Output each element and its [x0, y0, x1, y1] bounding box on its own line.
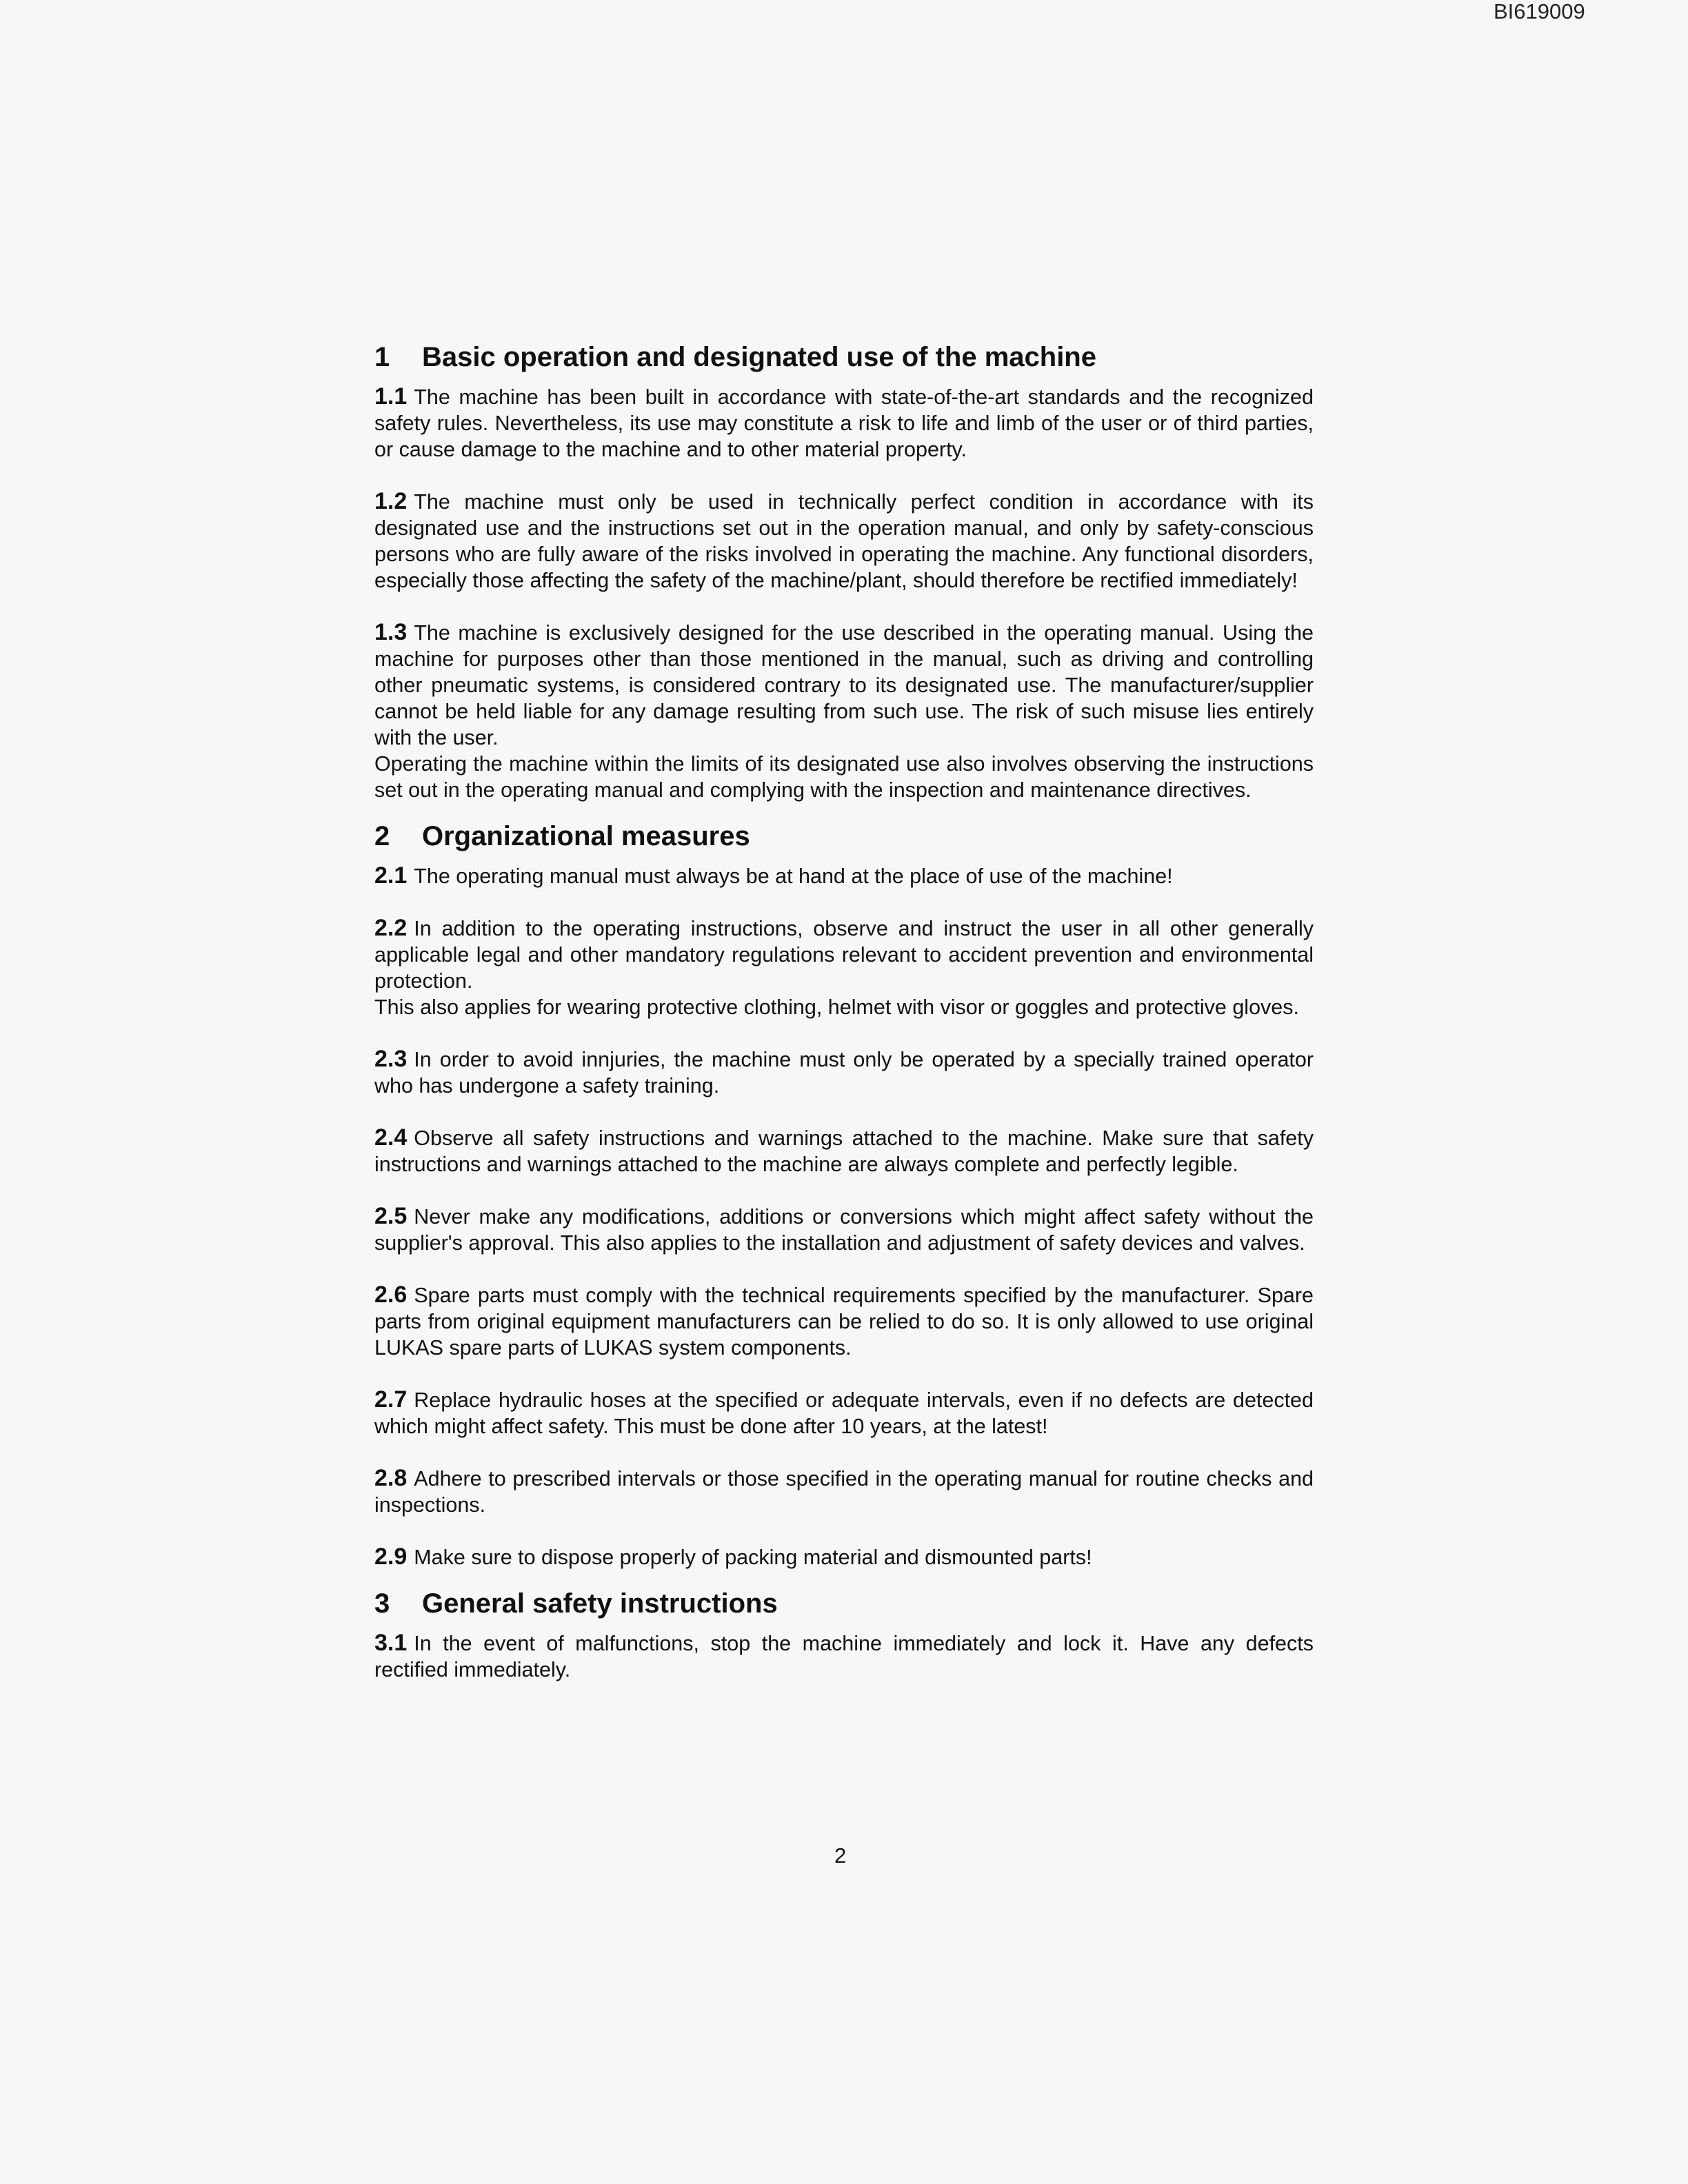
paragraph-number: 2.9: [374, 1544, 408, 1570]
paragraph-2-1: [374, 862, 1314, 889]
paragraph-number: 2.4: [374, 1124, 408, 1151]
document-body: [374, 336, 1314, 1708]
paragraph-2-2: [374, 915, 1314, 1020]
paragraph-2-4: [374, 1124, 1314, 1177]
paragraph-number: 1.2: [374, 488, 408, 514]
paragraph-text: The machine must only be used in technically perfect condition in accordance with its designated use and the instructions set out in the operation manual, and only by safety-conscious persons who are fully aware of the risks involved in operating the machine. Any functional disorders, especially those affecting the safety of the machine/plant, should therefore be rectified immediately!: [374, 490, 1314, 592]
section-title: Organizational measures: [422, 821, 750, 851]
paragraph-number: 2.1: [374, 862, 408, 889]
paragraph-continuation: This also applies for wearing protective clothing, helmet with visor or goggles and protective gloves.: [374, 995, 1299, 1019]
paragraph-1-2: [374, 488, 1314, 594]
paragraph-text: Adhere to prescribed intervals or those specified in the operating manual for routine checks and inspections.: [374, 1467, 1314, 1517]
paragraph-number: 1.3: [374, 619, 408, 645]
paragraph-3-1: [374, 1630, 1314, 1683]
paragraph-text: In the event of malfunctions, stop the machine immediately and lock it. Have any defects rectified immediately.: [374, 1632, 1314, 1681]
section-title: General safety instructions: [422, 1588, 778, 1619]
paragraph-text: In order to avoid innjuries, the machine must only be operated by a specially trained operator who has undergone a safety training.: [374, 1048, 1314, 1098]
paragraph-2-7: [374, 1386, 1314, 1439]
paragraph-text: The machine has been built in accordance with state-of-the-art standards and the recognized safety rules. Nevertheless, its use may constitute a risk to life and limb of the user or of third parties, or cause damage to the machine and to other material property.: [374, 385, 1314, 461]
section-number: 1: [374, 342, 390, 372]
document-id: BI619009: [1494, 0, 1585, 23]
paragraph-2-6: [374, 1282, 1314, 1361]
section-heading-2: [374, 816, 1314, 857]
paragraph-number: 2.8: [374, 1465, 408, 1491]
paragraph-number: 2.2: [374, 915, 408, 941]
paragraph-text: In addition to the operating instructions, observe and instruct the user in all other generally applicable legal and other mandatory regulations relevant to accident prevention and environmental protection.: [374, 917, 1314, 993]
paragraph-text: Never make any modifications, additions or conversions which might affect safety without the supplier's approval. This also applies to the installation and adjustment of safety devices and valves.: [374, 1205, 1314, 1255]
paragraph-number: 2.7: [374, 1386, 408, 1413]
paragraph-2-9: [374, 1544, 1314, 1570]
paragraph-number: 2.5: [374, 1203, 408, 1229]
section-heading-1: [374, 336, 1314, 378]
paragraph-number: 2.6: [374, 1282, 408, 1308]
page-number: 2: [834, 1843, 847, 1868]
section-title: Basic operation and designated use of the machine: [422, 342, 1096, 372]
paragraph-number: 1.1: [374, 383, 408, 410]
paragraph-number: 2.3: [374, 1046, 408, 1072]
paragraph-2-5: [374, 1203, 1314, 1256]
paragraph-text: The operating manual must always be at hand at the place of use of the machine!: [414, 865, 1173, 888]
paragraph-text: The machine is exclusively designed for the use described in the operating manual. Using the machine for purposes other than those mentioned in the manual, such as driving and controlling other pneumatic systems, is considered contrary to its designated use. The manufacturer/supplier cannot be held liable for any damage resulting from such use. The risk of such misuse lies entirely with the user.: [374, 621, 1314, 749]
paragraph-1-3: [374, 619, 1314, 803]
paragraph-continuation: Operating the machine within the limits of its designated use also involves observing the instructions set out in the operating manual and complying with the inspection and maintenance directives.: [374, 752, 1314, 802]
paragraph-text: Make sure to dispose properly of packing material and dismounted parts!: [414, 1546, 1092, 1569]
paragraph-2-3: [374, 1046, 1314, 1099]
paragraph-text: Spare parts must comply with the technical requirements specified by the manufacturer. Spare parts from original equipment manufacturers can be relied to do so. It is only allowed to use original LUKAS spare parts of LUKAS system components.: [374, 1284, 1314, 1359]
paragraph-1-1: [374, 383, 1314, 463]
paragraph-2-8: [374, 1465, 1314, 1518]
paragraph-text: Observe all safety instructions and warnings attached to the machine. Make sure that safety instructions and warnings attached to the machine are always complete and perfectly legible.: [374, 1126, 1314, 1176]
section-number: 2: [374, 821, 390, 851]
section-heading-3: [374, 1583, 1314, 1624]
section-number: 3: [374, 1588, 390, 1619]
paragraph-number: 3.1: [374, 1630, 408, 1656]
paragraph-text: Replace hydraulic hoses at the specified or adequate intervals, even if no defects are detected which might affect safety. This must be done after 10 years, at the latest!: [374, 1388, 1314, 1438]
